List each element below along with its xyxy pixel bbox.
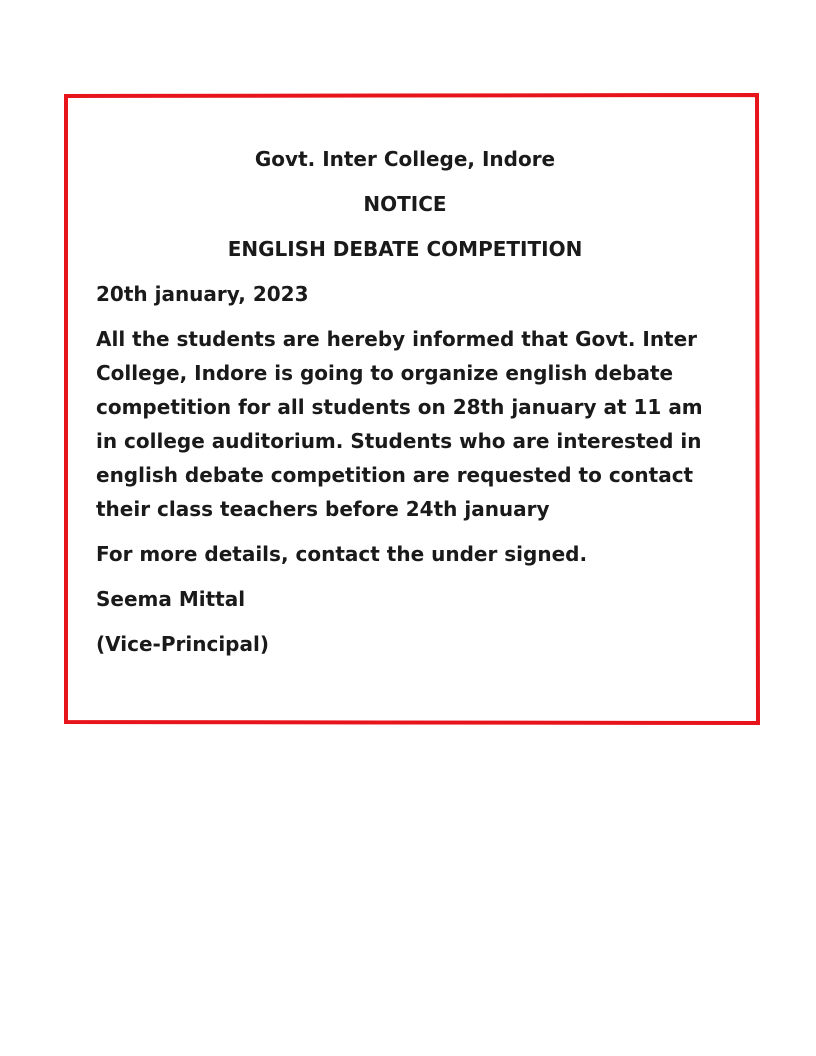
- body-line: in college auditorium. Students who are interested in: [96, 429, 702, 453]
- body-line: english debate competition are requested to contact: [96, 463, 694, 487]
- more-info: For more details, contact the under signed.: [96, 542, 588, 566]
- notice-label: NOTICE: [363, 192, 447, 216]
- notice-content: [96, 140, 716, 661]
- notice-date: 20th january, 2023: [96, 282, 309, 306]
- body-line: competition for all students on 28th january at 11 am: [96, 395, 703, 419]
- body-line: their class teachers before 24th january: [96, 497, 550, 521]
- institution-name: Govt. Inter College, Indore: [254, 147, 556, 171]
- notice-body: [96, 322, 716, 526]
- body-line: All the students are hereby informed that Govt. Inter: [96, 327, 698, 351]
- body-line: College, Indore is going to organize english debate: [96, 361, 674, 385]
- notice-subject: ENGLISH DEBATE COMPETITION: [227, 237, 583, 261]
- signatory-role: (Vice-Principal): [96, 632, 269, 656]
- signatory-name: Seema Mittal: [96, 587, 246, 611]
